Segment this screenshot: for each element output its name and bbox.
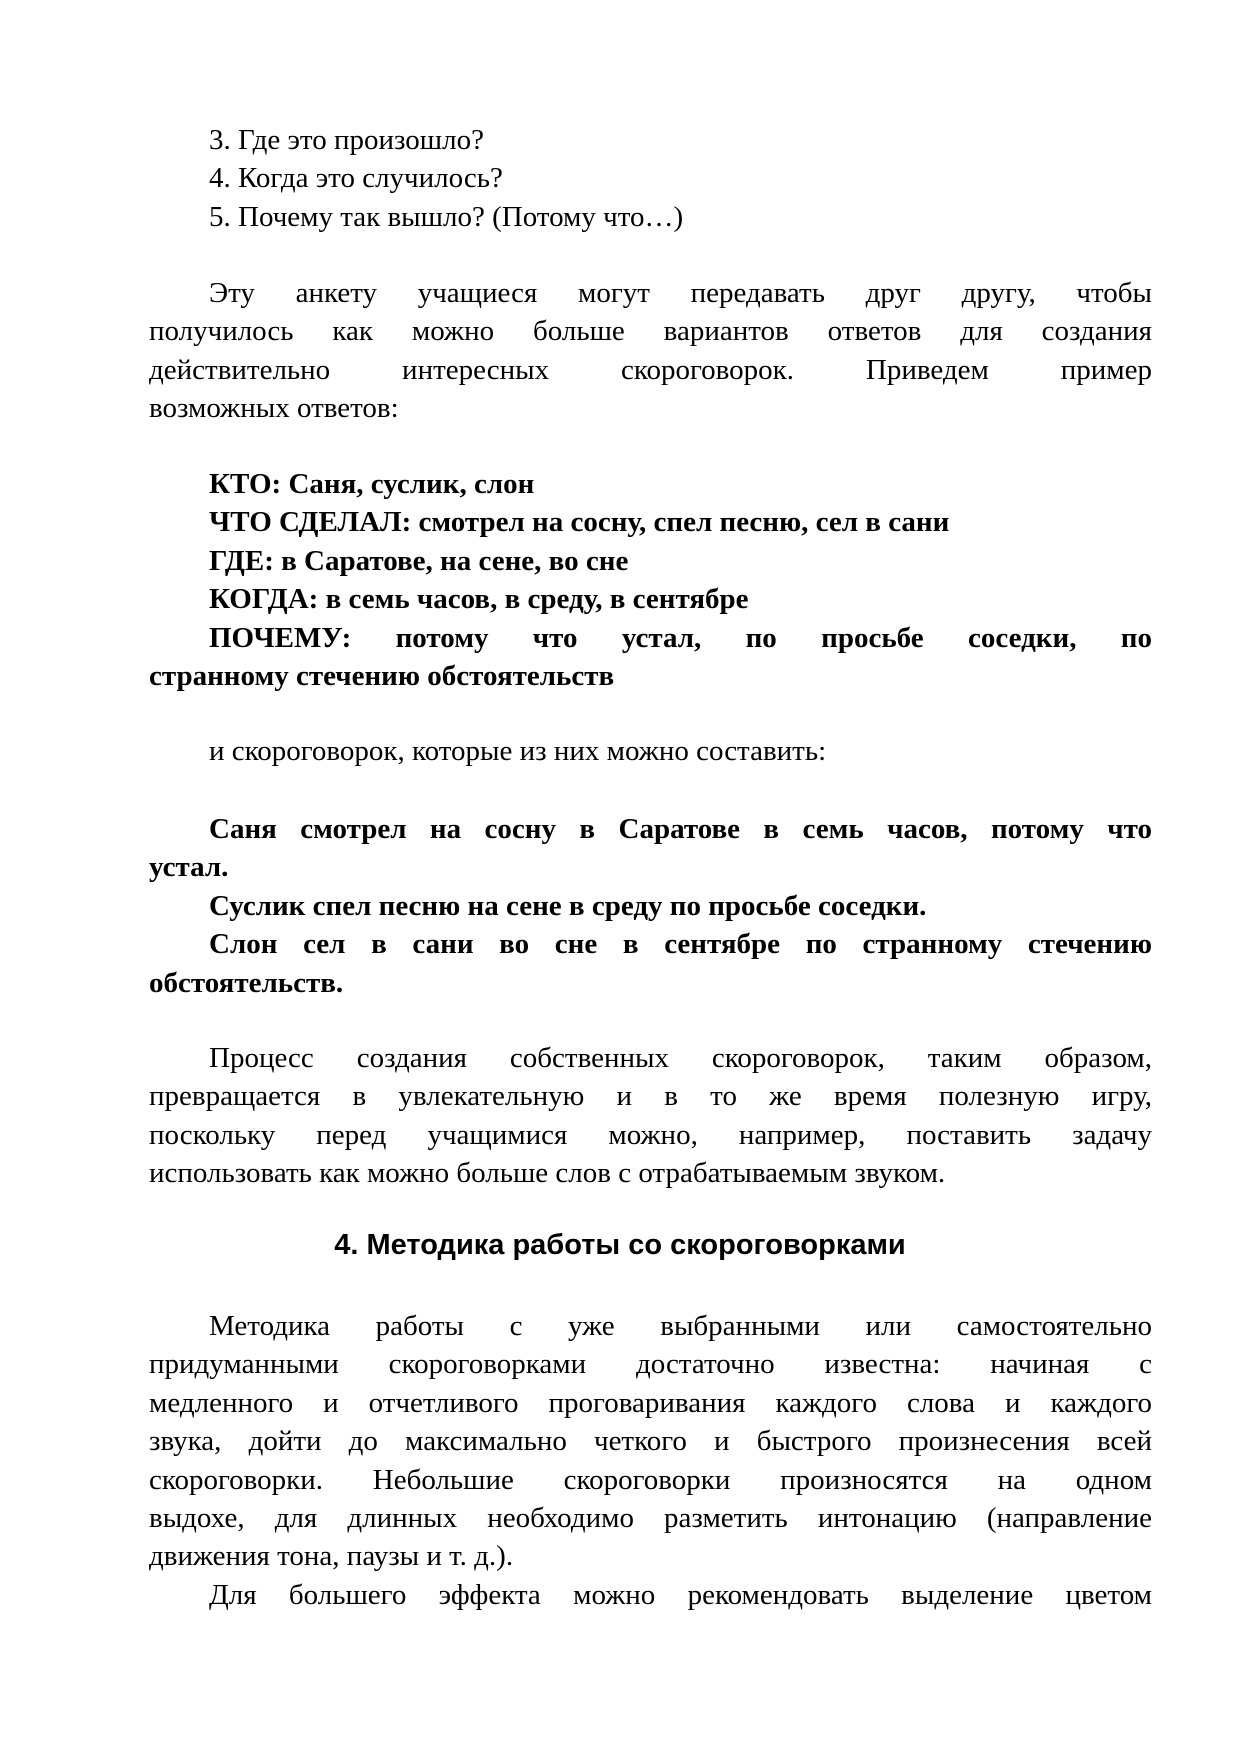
text-line: Процесс создания собственных скороговорок, таким образом,	[209, 1042, 1152, 1074]
text-line: Слон сел в сани во сне в сентябре по странному стечению	[209, 928, 1152, 961]
text-line: скороговорки. Небольшие скороговорки произносятся на одном	[149, 1463, 1152, 1496]
text-line: КТО: Саня, суслик, слон	[209, 468, 535, 500]
paragraph-method	[149, 1307, 1152, 1614]
text-line: звука, дойти до максимально четкого и быстрого произнесения всей	[149, 1425, 1152, 1458]
tongue-twister-examples	[149, 810, 1152, 1002]
text-line: и скороговорок, которые из них можно составить:	[209, 735, 827, 767]
text-line: ЧТО СДЕЛАЛ: смотрел на сосну, спел песню, сел в сани	[209, 506, 950, 539]
text-line: КОГДА: в семь часов, в среду, в сентябре	[209, 583, 749, 616]
text-line: движения тона, паузы и т. д.).	[149, 1540, 514, 1573]
text-line: поскольку перед учащимися можно, например, поставить задачу	[149, 1118, 1152, 1151]
text-line: Эту анкету учащиеся могут передавать друг другу, чтобы	[209, 277, 1152, 309]
text-line: возможных ответов:	[149, 392, 399, 425]
text-line: обстоятельств.	[149, 966, 344, 999]
list-item: 5. Почему так вышло? (Потому что…)	[209, 200, 684, 233]
text-line: медленного и отчетливого проговаривания каждого слова и каждого	[149, 1386, 1152, 1419]
paragraph-process	[149, 1039, 1152, 1193]
text-line: выдохе, для длинных необходимо разметить интонацию (направление	[149, 1502, 1152, 1535]
text-line: ГДЕ: в Саратове, на сене, во сне	[209, 544, 629, 577]
section-heading: 4. Методика работы со скороговорками	[334, 1229, 906, 1261]
paragraph-questionnaire	[149, 274, 1152, 428]
question-list	[149, 121, 1152, 236]
paragraph-intro	[149, 732, 1152, 770]
text-line: придуманными скороговорками достаточно известна: начиная с	[149, 1348, 1152, 1381]
text-line: странному стечению обстоятельств	[149, 660, 615, 693]
text-line: получилось как можно больше вариантов ответов для создания	[149, 315, 1152, 348]
list-item: 3. Где это произошло?	[209, 124, 484, 156]
text-line: Методика работы с уже выбранными или самостоятельно	[209, 1310, 1152, 1342]
text-line: превращается в увлекательную и в то же время полезную игру,	[149, 1080, 1152, 1113]
text-line: использовать как можно больше слов с отрабатываемым звуком.	[149, 1157, 946, 1190]
text-line: устал.	[149, 851, 229, 884]
list-item: 4. Когда это случилось?	[209, 162, 503, 195]
text-line: Для большего эффекта можно рекомендовать выделение цветом	[209, 1578, 1152, 1611]
text-line: ПОЧЕМУ: потому что устал, по просьбе соседки, по	[209, 621, 1152, 654]
text-line: Саня смотрел на сосну в Саратове в семь часов, потому что	[209, 813, 1152, 845]
text-line: Суслик спел песню на сене в среду по просьбе соседки.	[209, 889, 927, 922]
answer-examples	[149, 465, 1152, 695]
text-line: действительно интересных скороговорок. Приведем пример	[149, 353, 1152, 386]
